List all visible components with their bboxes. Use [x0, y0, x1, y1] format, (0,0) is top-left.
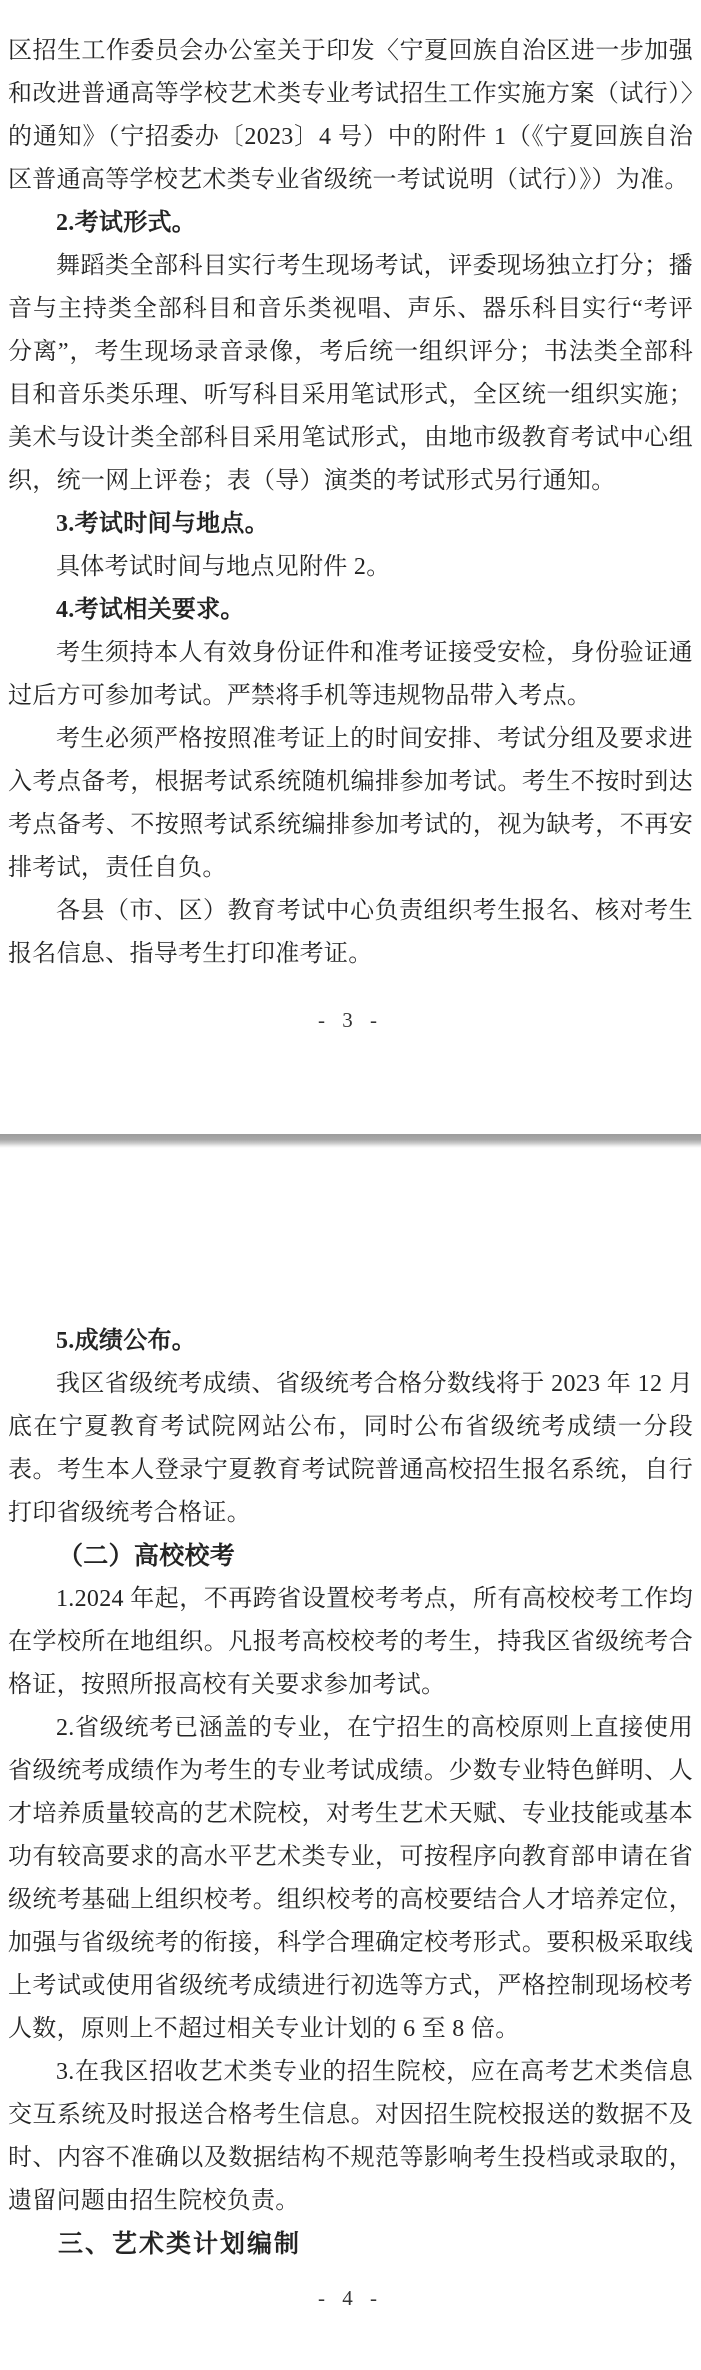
section-heading-university-exam: （二）高校校考 [58, 1543, 236, 1570]
page-number: - 4 - [318, 2286, 383, 2310]
paragraph: 考生必须严格按照准考证上的时间安排、考试分组及要求进入考点备考，根据考试系统随机编排参加考试。考生不按时到达考点备考、不按照考试系统编排参加考试的，视为缺考，不再安排考试，责任自负。 [8, 726, 693, 881]
paragraph: 考生须持本人有效身份证件和准考证接受安检，身份验证通过后方可参加考试。严禁将手机等违规物品带入考点。 [8, 640, 693, 709]
section-heading-exam-format: 2.考试形式。 [56, 210, 197, 236]
paragraph: 1.2024 年起，不再跨省设置校考考点，所有高校校考工作均在学校所在地组织。凡报考高校校考的考生，持我区省级统考合格证，按照所报高校有关要求参加考试。 [8, 1586, 693, 1698]
section-heading-exam-requirements: 4.考试相关要求。 [56, 597, 245, 623]
paragraph: 我区省级统考成绩、省级统考合格分数线将于 2023 年 12 月底在宁夏教育考试院网站公布，同时公布省级统考成绩一分段表。考生本人登录宁夏教育考试院普通高校招生报名系统，自行打印省级统考合格证。 [8, 1371, 693, 1526]
paragraph: 各县（市、区）教育考试中心负责组织考生报名、核对考生报名信息、指导考生打印准考证。 [8, 898, 693, 967]
page-number: - 3 - [318, 1008, 383, 1032]
section-heading-exam-time-place: 3.考试时间与地点。 [56, 511, 269, 537]
section-heading-score-publication: 5.成绩公布。 [56, 1328, 197, 1354]
paragraph: 舞蹈类全部科目实行考生现场考试，评委现场独立打分；播音与主持类全部科目和音乐类视唱、声乐、器乐科目实行“考评分离”，考生现场录音录像，考后统一组织评分；书法类全部科目和音乐类乐理、听写科目采用笔试形式，全区统一组织实施；美术与设计类全部科目采用笔试形式，由地市级教育考试中心组织，统一网上评卷；表（导）演类的考试形式另行通知。 [8, 253, 693, 494]
document-page-4 [0, 1148, 701, 2370]
paragraph-continued: 区招生工作委员会办公室关于印发〈宁夏回族自治区进一步加强和改进普通高等学校艺术类专业考试招生工作实施方案（试行）〉的通知》（宁招委办〔2023〕4 号）中的附件 1（《宁夏回族自治区普通高等学校艺术类专业省级统一考试说明（试行）》）为准。 [8, 38, 693, 193]
document-page-3 [0, 0, 701, 1134]
section-heading-art-plan-compilation: 三、艺术类计划编制 [58, 2230, 302, 2258]
paragraph: 3.在我区招收艺术类专业的招生院校，应在高考艺术类信息交互系统及时报送合格考生信息。对因招生院校报送的数据不及时、内容不准确以及数据结构不规范等影响考生投档或录取的，遗留问题由招生院校负责。 [8, 2059, 693, 2214]
paragraph: 具体考试时间与地点见附件 2。 [56, 554, 391, 580]
paragraph: 2.省级统考已涵盖的专业，在宁招生的高校原则上直接使用省级统考成绩作为考生的专业考试成绩。少数专业特色鲜明、人才培养质量较高的艺术院校，对考生艺术天赋、专业技能或基本功有较高要求的高水平艺术类专业，可按程序向教育部申请在省级统考基础上组织校考。组织校考的高校要结合人才培养定位，加强与省级统考的衔接，科学合理确定校考形式。要积极采取线上考试或使用省级统考成绩进行初选等方式，严格控制现场校考人数，原则上不超过相关专业计划的 6 至 8 倍。 [8, 1715, 693, 2042]
page-separator [0, 1134, 701, 1148]
